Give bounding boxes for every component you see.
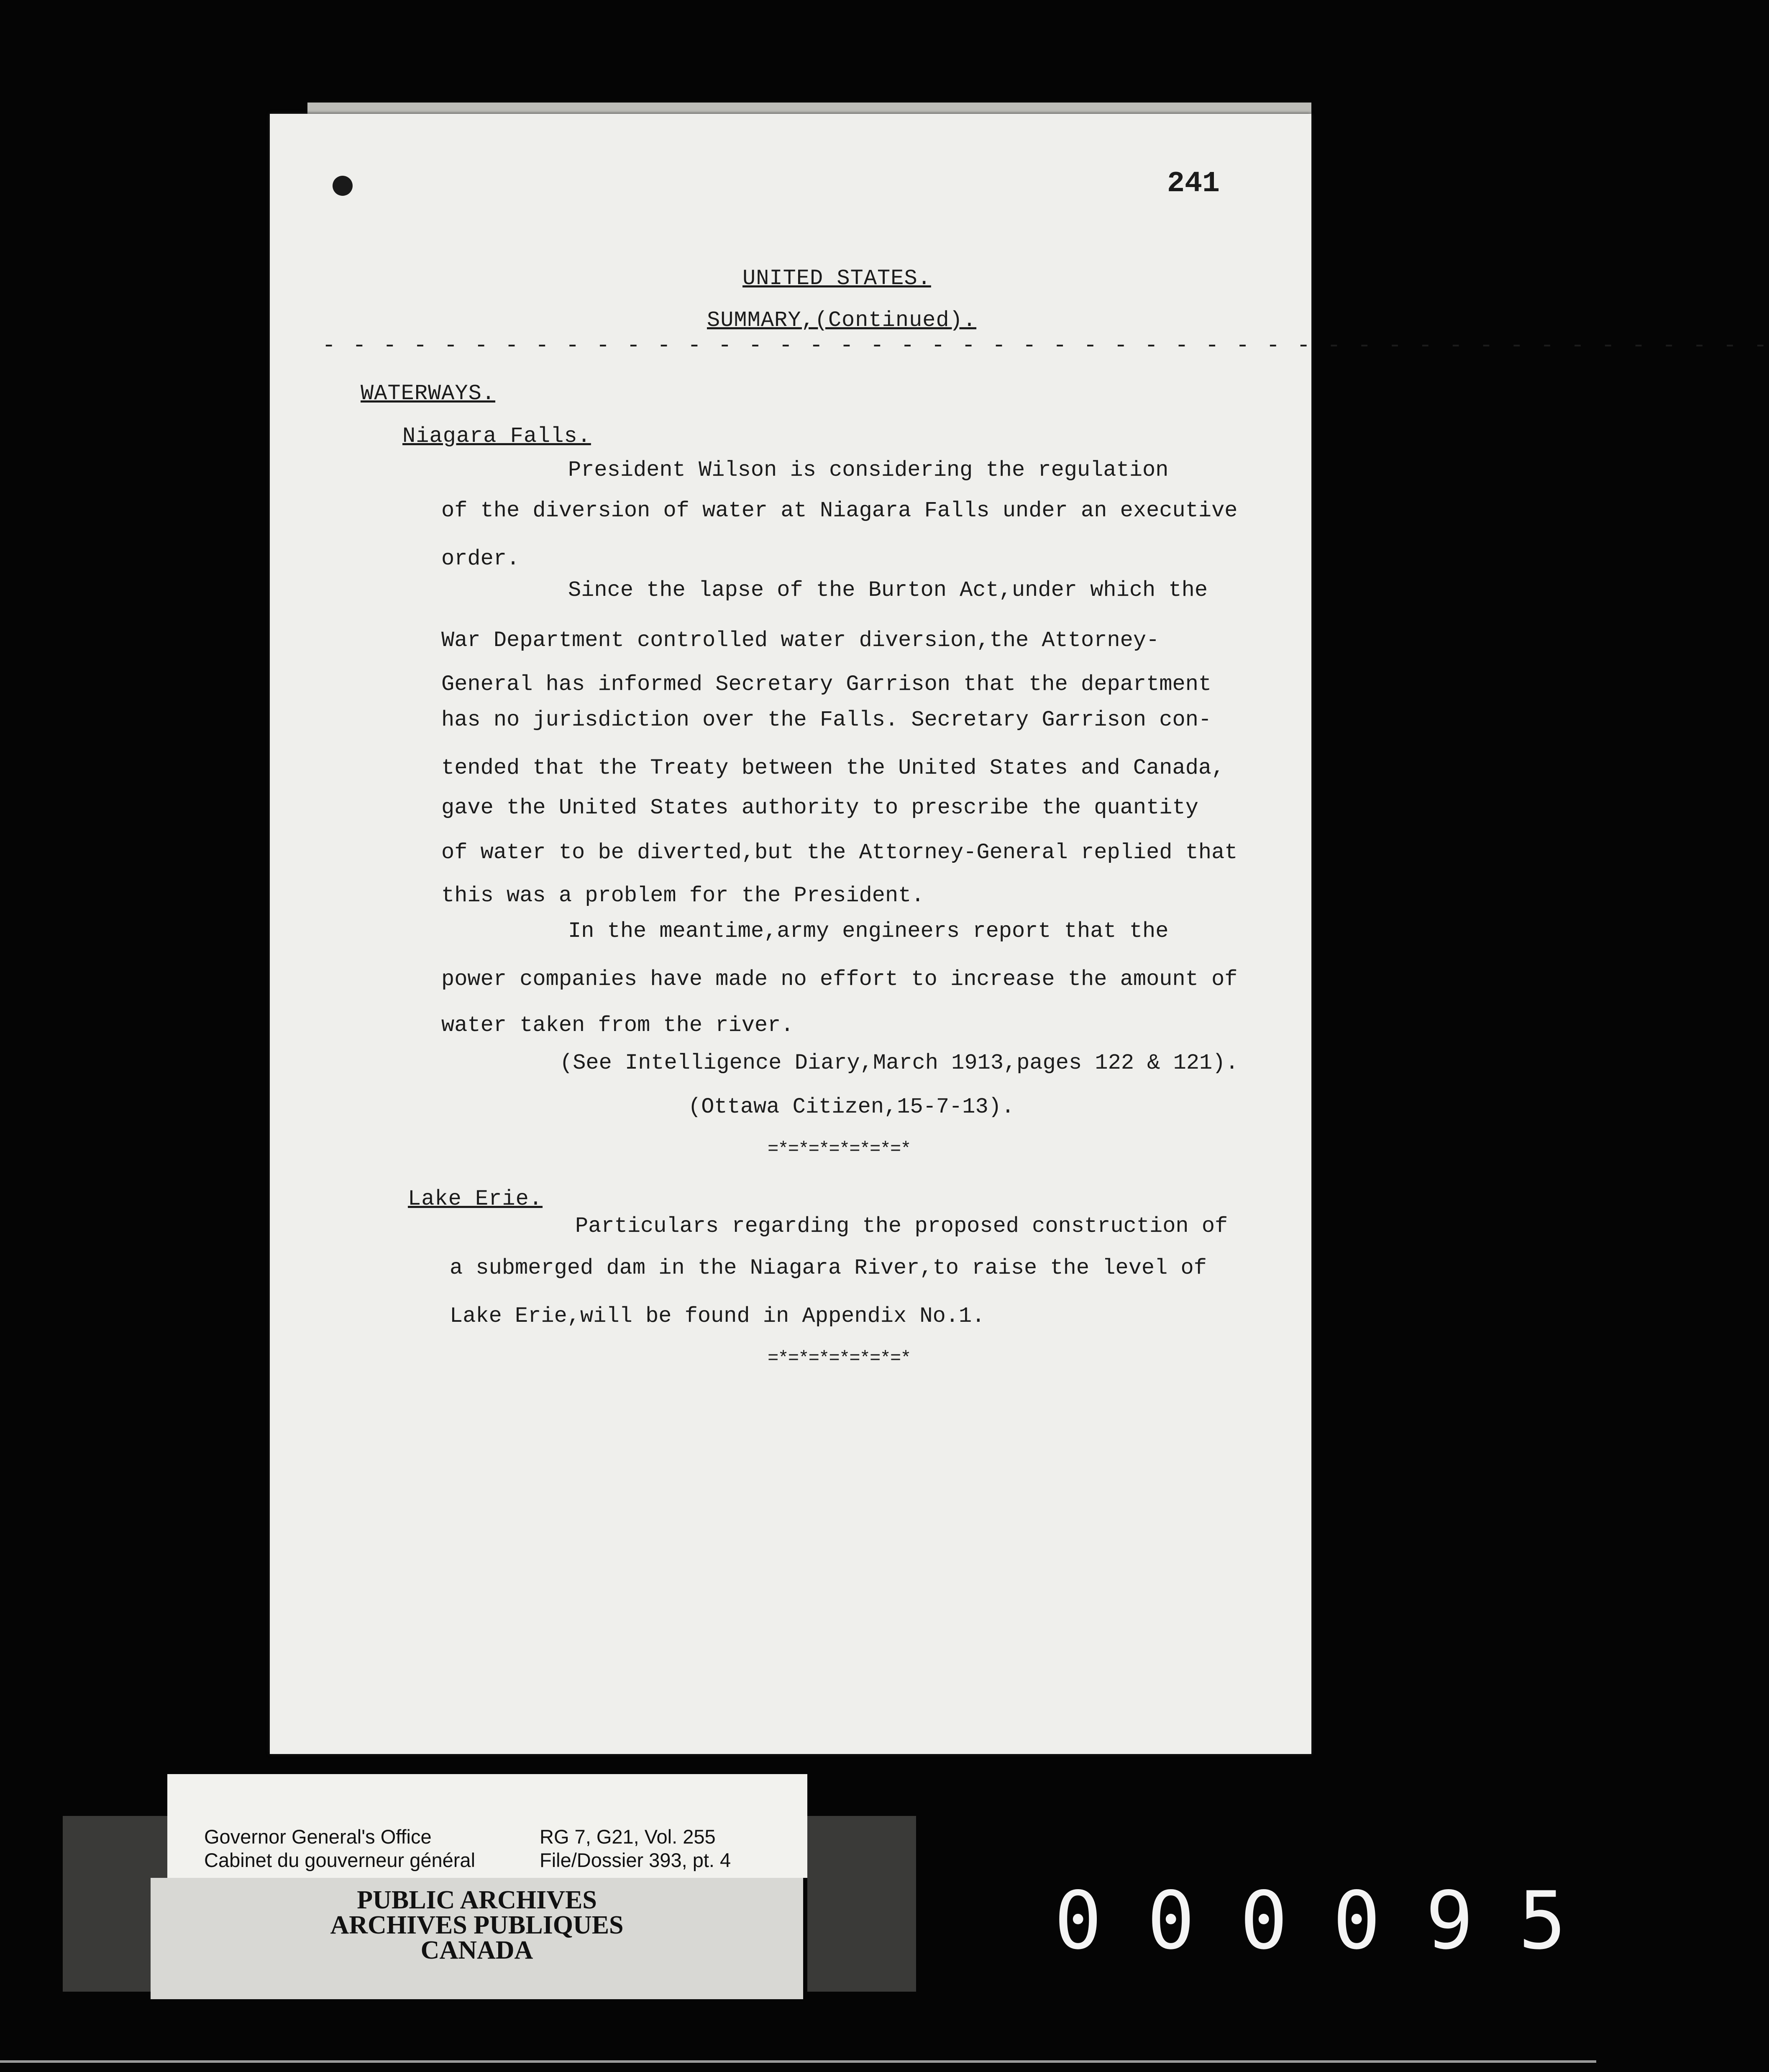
niagara-line-5: War Department controlled water diversion,the Attorney- bbox=[441, 628, 1160, 653]
niagara-line-7: has no jurisdiction over the Falls. Secretary Garrison con- bbox=[441, 708, 1212, 732]
niagara-line-12: In the meantime,army engineers report that the bbox=[568, 919, 1169, 944]
film-edge-line bbox=[0, 2060, 1596, 2063]
office-name-french: Cabinet du gouverneur général bbox=[204, 1849, 476, 1871]
niagara-line-6: General has informed Secretary Garrison that the department bbox=[441, 672, 1212, 697]
punch-hole bbox=[333, 176, 353, 196]
section-divider: =*=*=*=*=*=*=* bbox=[768, 1139, 911, 1160]
lake-erie-line-2: a submerged dam in the Niagara River,to raise the level of bbox=[450, 1256, 1207, 1280]
niagara-line-4: Since the lapse of the Burton Act,under which the bbox=[568, 578, 1208, 603]
public-archives-stamp bbox=[151, 1878, 803, 1999]
niagara-line-1: President Wilson is considering the regulation bbox=[568, 458, 1169, 482]
niagara-citation-2: (Ottawa Citizen,15-7-13). bbox=[688, 1095, 1015, 1119]
archive-label bbox=[167, 1774, 807, 1878]
stamp-line-2: ARCHIVES PUBLIQUES bbox=[330, 1911, 624, 1939]
page-number: 241 bbox=[1167, 167, 1220, 200]
document-subtitle bbox=[707, 310, 976, 331]
section-heading-waterways: WATERWAYS. bbox=[361, 381, 496, 406]
niagara-citation-1: (See Intelligence Diary,March 1913,pages 122 & 121). bbox=[560, 1051, 1239, 1075]
niagara-line-9: gave the United States authority to prescribe the quantity bbox=[441, 795, 1198, 820]
lake-erie-line-3: Lake Erie,will be found in Appendix No.1. bbox=[450, 1304, 985, 1328]
frame-digit-1: 0 bbox=[1054, 1875, 1102, 1967]
archive-file-number: File/Dossier 393, pt. 4 bbox=[540, 1849, 731, 1871]
document-title: UNITED STATES. bbox=[742, 266, 931, 291]
stamp-line-1: PUBLIC ARCHIVES bbox=[357, 1886, 597, 1914]
dashed-separator: - - - - - - - - - - - - - - - - - - - - - - - - - - - - - - - - - - - - - - - - - - - - - - - - bbox=[322, 333, 1769, 359]
niagara-line-3: order. bbox=[441, 546, 520, 571]
niagara-line-11: this was a problem for the President. bbox=[441, 883, 924, 908]
label-right-strip bbox=[807, 1816, 916, 1992]
niagara-line-10: of water to be diverted,but the Attorney-General replied that bbox=[441, 840, 1238, 865]
office-name-english: Governor General's Office bbox=[204, 1826, 432, 1848]
archive-reference: RG 7, G21, Vol. 255 bbox=[540, 1826, 716, 1848]
section-divider-end: =*=*=*=*=*=*=* bbox=[768, 1348, 911, 1369]
frame-digit-2: 0 bbox=[1147, 1875, 1195, 1967]
frame-digit-5: 9 bbox=[1426, 1875, 1474, 1967]
document-subtitle-text: SUMMARY,(Continued). bbox=[707, 308, 977, 333]
niagara-line-8: tended that the Treaty between the United States and Canada, bbox=[441, 756, 1225, 780]
frame-digit-6: 5 bbox=[1518, 1875, 1567, 1967]
niagara-line-13: power companies have made no effort to increase the amount of bbox=[441, 967, 1238, 992]
frame-digit-3: 0 bbox=[1240, 1875, 1288, 1967]
lake-erie-line-1: Particulars regarding the proposed construction of bbox=[575, 1214, 1228, 1239]
niagara-line-14: water taken from the river. bbox=[441, 1013, 794, 1038]
subheading-niagara-falls: Niagara Falls. bbox=[402, 424, 591, 449]
frame-digit-4: 0 bbox=[1333, 1875, 1381, 1967]
stamp-line-3: CANADA bbox=[420, 1936, 533, 1964]
niagara-line-2: of the diversion of water at Niagara Falls under an executive bbox=[441, 498, 1238, 523]
subheading-lake-erie: Lake Erie. bbox=[408, 1187, 543, 1211]
